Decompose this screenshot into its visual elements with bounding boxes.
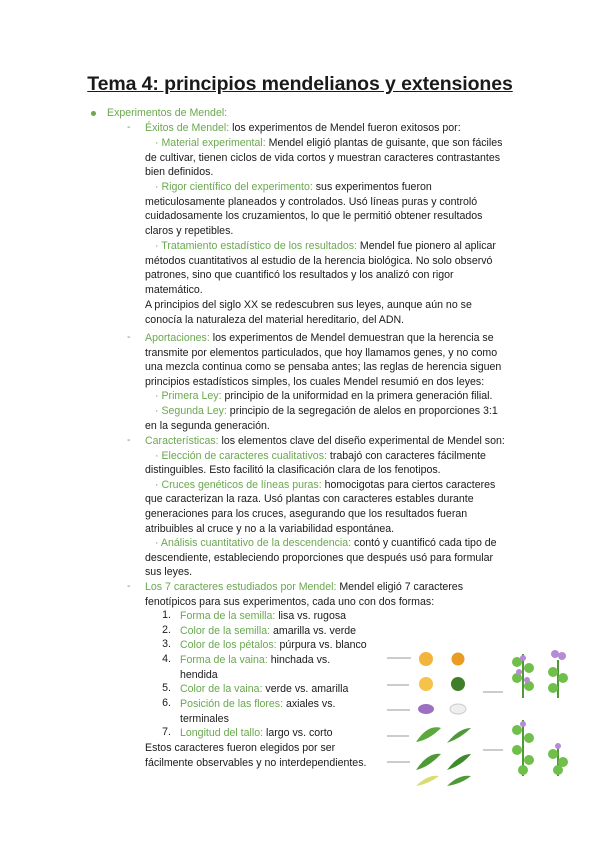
item-text: patrones, sino que cuantificó los resultados y los analizó con rigor	[145, 269, 454, 282]
aportaciones-text: principios estadísticos simples, los cuales Mendel resumió en dos leyes:	[145, 375, 485, 388]
list-number: 6.	[162, 697, 171, 709]
exitos-intro: los experimentos de Mendel fueron exitosos por:	[229, 122, 461, 134]
aportaciones-text: transmite por elementos particulados, que hoy llamamos genes, y no como	[145, 346, 498, 359]
list-number: 2.	[162, 624, 171, 636]
item-text: sus leyes.	[145, 566, 193, 579]
mendel-traits-figure	[383, 646, 583, 788]
item-label: · Cruces genéticos de líneas puras:	[155, 478, 322, 491]
caracteristicas-intro: los elementos clave del diseño experimental de Mendel son:	[218, 435, 505, 447]
list-number: 5.	[162, 682, 171, 694]
list-label: Color de la vaina:	[180, 683, 263, 695]
list-number: 4.	[162, 653, 171, 665]
item-text: que caracterizan la raza. Usó plantas con caracteres estables durante	[145, 493, 474, 506]
list-text: amarilla vs. verde	[270, 625, 357, 637]
closing-line: fácilmente observables y no interdependientes.	[145, 756, 367, 769]
item-label: · Tratamiento estadístico de los resultados:	[155, 240, 357, 252]
item-label: · Análisis cuantitativo de la descendencia:	[155, 537, 352, 550]
dash-marker: -	[127, 580, 131, 592]
list-label: Forma de la vaina:	[180, 654, 268, 666]
exitos-item-1	[145, 136, 502, 180]
caracteres-intro	[145, 580, 463, 609]
list-label: Color de los pétalos:	[180, 639, 277, 651]
caracteres-intro-text: Mendel eligió 7 caracteres	[336, 581, 463, 593]
page-title: Tema 4: principios mendelianos y extensiones	[87, 73, 513, 95]
ley2-text: en la segunda generación.	[145, 419, 270, 432]
item-text: trabajó con caracteres fácilmente	[326, 449, 486, 462]
list-label: Color de la semilla:	[180, 625, 271, 637]
item-label: · Elección de caracteres cualitativos:	[155, 449, 327, 462]
list-text: hendida	[180, 668, 218, 681]
item-text: métodos cuantitativos al estudio de la herencia biológica. No solo observó	[145, 254, 493, 267]
list-text: largo vs. corto	[263, 727, 333, 739]
item-text: atribuibles al cruce y no a la variabilidad espontánea.	[145, 522, 395, 535]
dash-marker: -	[127, 434, 131, 446]
section-heading: Experimentos de Mendel:	[107, 107, 228, 119]
exitos-line	[145, 121, 461, 136]
aportaciones-text: una mezcla continua como se pensaba antes; las reglas de herencia siguen	[145, 361, 502, 374]
exitos-item-3	[145, 239, 496, 297]
item-text: sus experimentos fueron	[312, 181, 432, 193]
ley1-label: · Primera Ley:	[155, 390, 222, 403]
dash-marker: -	[127, 331, 131, 343]
closing-line: Estos caracteres fueron elegidos por ser	[145, 742, 336, 754]
ley1-text: principio de la uniformidad en la primera generación filial.	[221, 390, 493, 403]
caracteres-intro-text: fenotípicos para sus experimentos, cada uno con dos formas:	[145, 595, 435, 608]
item-text: meticulosamente planeados y controlados. Usó líneas puras y controló	[145, 195, 478, 208]
caracteristicas-block	[145, 434, 505, 580]
list-label: Longitud del tallo:	[180, 727, 264, 739]
ley2-label: · Segunda Ley:	[155, 404, 227, 417]
caracteres-closing	[145, 741, 366, 770]
item-text: homocigotas para ciertos caracteres	[321, 478, 496, 491]
caracteristicas-label: Características:	[145, 435, 219, 447]
item-text: contó y cuantificó cada tipo de	[351, 537, 497, 550]
item-text: de cultivar, tienen ciclos de vida cortos y muestran caracteres contrastantes	[145, 151, 501, 164]
item-text: generaciones para los cruces, asegurando que los resultados fueran	[145, 507, 468, 520]
list-label: Posición de las flores:	[180, 698, 284, 710]
list-text: púrpura vs. blanco	[276, 639, 367, 651]
list-number: 7.	[162, 726, 171, 738]
item-label: · Rigor científico del experimento:	[155, 181, 313, 193]
dash-marker: -	[127, 121, 131, 133]
item-text: distinguibles. Esto facilitó la clasificación clara de los fenotipos.	[145, 464, 441, 477]
item-text: cuidadosamente los cruzamientos, lo que le permitió obtener resultados	[145, 210, 483, 223]
item-text: Mendel eligió plantas de guisante, que son fáciles	[265, 137, 503, 149]
item-text: matemático.	[145, 283, 203, 296]
list-text: axiales vs.	[283, 698, 336, 710]
list-text: terminales	[180, 712, 229, 725]
aportaciones-text: los experimentos de Mendel demuestran que la herencia se	[209, 332, 494, 344]
ley2-text: principio de la segregación de alelos en proporciones 3:1	[226, 404, 498, 417]
closing-line: conocía la naturaleza del material hereditario, del ADN.	[145, 313, 405, 326]
closing-line: A principios del siglo XX se redescubren sus leyes, aunque aún no se	[145, 299, 472, 311]
item-text: bien definidos.	[145, 166, 214, 179]
aportaciones-label: Aportaciones:	[145, 332, 210, 344]
item-text: Mendel fue pionero al aplicar	[356, 240, 496, 252]
item-label: · Material experimental:	[155, 137, 266, 149]
exitos-closing	[145, 298, 472, 327]
aportaciones-block	[145, 331, 501, 433]
list-text: verde vs. amarilla	[262, 683, 349, 695]
list-text: lisa vs. rugosa	[275, 610, 347, 622]
caracteres-label: Los 7 caracteres estudiados por Mendel:	[145, 581, 337, 593]
list-number: 1.	[162, 609, 171, 621]
bullet-dot	[91, 111, 96, 116]
exitos-label: Éxitos de Mendel:	[145, 122, 230, 134]
list-text: hinchada vs.	[267, 654, 331, 666]
item-text: claros y repetibles.	[145, 224, 234, 237]
exitos-item-2	[145, 180, 482, 238]
list-number: 3.	[162, 638, 171, 650]
list-label: Forma de la semilla:	[180, 610, 276, 622]
item-text: descendiente, estableciendo proporciones que después usó para formular	[145, 551, 494, 564]
traits-illustration	[383, 646, 583, 788]
